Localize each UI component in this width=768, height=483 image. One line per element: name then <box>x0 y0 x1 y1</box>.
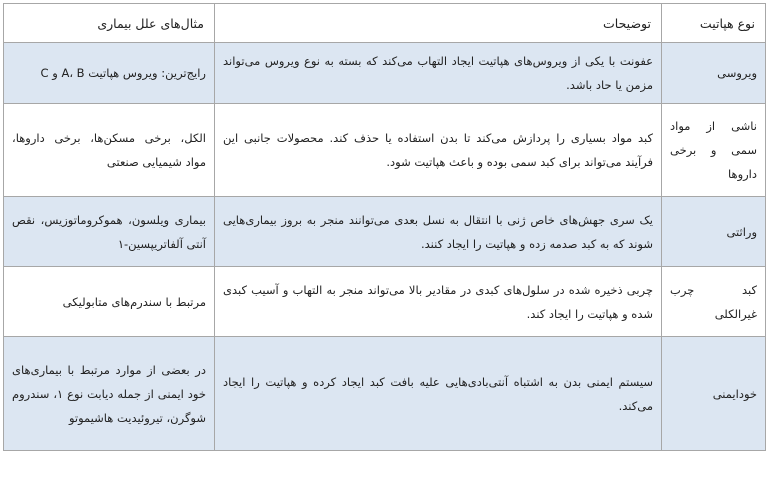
cell-examples: الکل، برخی مسکن‌ها، برخی داروها، مواد شیمیایی صنعتی <box>4 104 215 197</box>
cell-examples: بیماری ویلسون، هموکروماتوزیس، نقص آنتی آلفاتریپسین-۱ <box>4 197 215 267</box>
cell-examples: مرتبط با سندرم‌های متابولیکی <box>4 267 215 337</box>
cell-examples: در بعضی از موارد مرتبط با بیماری‌های خود ایمنی از جمله دیابت نوع ۱، سندروم شوگرن، تیروئیدیت هاشیموتو <box>4 337 215 451</box>
cell-type: ناشی از مواد سمی و برخی داروها <box>662 104 766 197</box>
cell-type: وراثتی <box>662 197 766 267</box>
table-header-row <box>4 4 766 43</box>
cell-description: سیستم ایمنی بدن به اشتباه آنتی‌بادی‌هایی علیه بافت کبد ایجاد کرده و هپاتیت را ایجاد می‌کند. <box>215 337 662 451</box>
table-row <box>4 43 766 104</box>
header-examples: مثال‌های علل بیماری <box>4 4 215 43</box>
cell-description: چربی ذخیره شده در سلول‌های کبدی در مقادیر بالا می‌تواند منجر به التهاب و آسیب کبدی شده و هپاتیت را ایجاد کند. <box>215 267 662 337</box>
cell-type: ویروسی <box>662 43 766 104</box>
cell-description: یک سری جهش‌های خاص ژنی با انتقال به نسل بعدی می‌توانند منجر به بروز بیماری‌هایی شوند که به کبد صدمه زده و هپاتیت را ایجاد کنند. <box>215 197 662 267</box>
hepatitis-types-table <box>3 3 766 451</box>
cell-description: کبد مواد بسیاری را پردازش می‌کند تا بدن استفاده یا حذف کند. محصولات جانبی این فرآیند می‌تواند برای کبد سمی بوده و باعث هپاتیت شود. <box>215 104 662 197</box>
header-type: نوع هپاتیت <box>662 4 766 43</box>
table-row <box>4 337 766 451</box>
header-description: توضیحات <box>215 4 662 43</box>
cell-type: خودایمنی <box>662 337 766 451</box>
cell-type: کبد چرب غیرالکلی <box>662 267 766 337</box>
table-row <box>4 267 766 337</box>
cell-examples: رایج‌ترین: ویروس هپاتیت A، B و C <box>4 43 215 104</box>
cell-description: عفونت با یکی از ویروس‌های هپاتیت ایجاد التهاب می‌کند که بسته به نوع ویروس می‌تواند مزمن یا حاد باشد. <box>215 43 662 104</box>
table-row <box>4 104 766 197</box>
table-row <box>4 197 766 267</box>
